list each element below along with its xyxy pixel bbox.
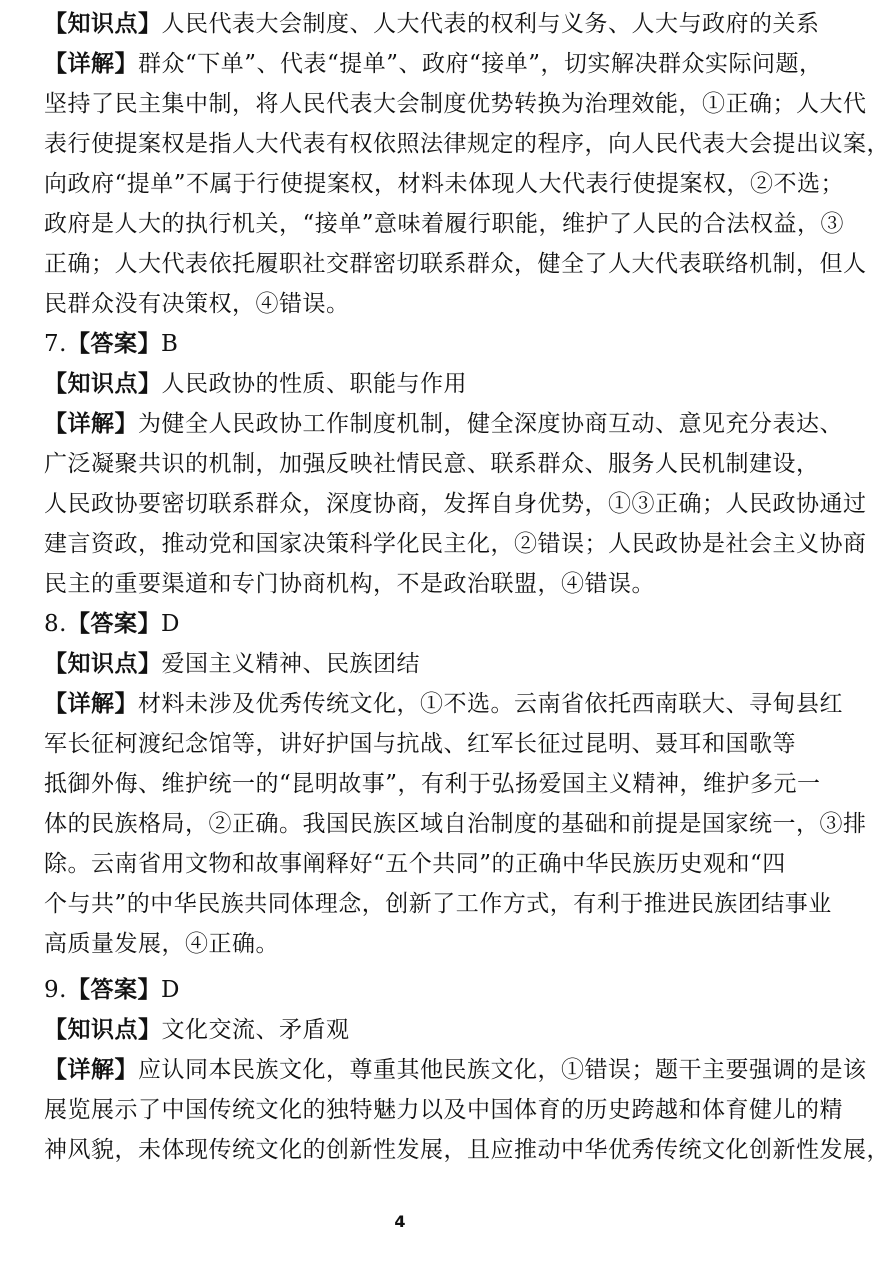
question-number: 9. bbox=[44, 977, 67, 1003]
detail-line: 人民政协要密切联系群众，深度协商，发挥自身优势，①③正确；人民政协通过 bbox=[44, 491, 867, 517]
detail-line bbox=[44, 1050, 867, 1090]
knowledge-label: 【知识点】 bbox=[44, 10, 162, 37]
detail-line bbox=[44, 684, 843, 724]
answer-line bbox=[44, 970, 780, 1010]
detail-text: 群众“下单”、代表“提单”、政府“接单”，切实解决群众实际问题， bbox=[138, 51, 823, 77]
question-number: 7. bbox=[44, 331, 67, 357]
detail-line: 正确；人大代表依托履职社交群密切联系群众，健全了人大代表联络机制，但人 bbox=[44, 251, 867, 277]
answer-value: B bbox=[160, 331, 179, 357]
detail-line: 个与共”的中华民族共同体理念，创新了工作方式，有利于推进民族团结事业 bbox=[44, 891, 832, 917]
detail-line: 表行使提案权是指人大代表有权依照法律规定的程序，向人民代表大会提出议案， bbox=[44, 131, 890, 157]
answer-block-9 bbox=[44, 970, 890, 1170]
detail-line: 政府是人大的执行机关，“接单”意味着履行职能，维护了人民的合法权益，③ bbox=[44, 211, 845, 237]
detail-line: 向政府“提单”不属于行使提案权，材料未体现人大代表行使提案权，②不选； bbox=[44, 171, 845, 197]
answer-block-8 bbox=[44, 604, 867, 964]
detail-label: 【详解】 bbox=[44, 410, 138, 437]
knowledge-label: 【知识点】 bbox=[44, 1016, 162, 1043]
answer-value: D bbox=[160, 977, 180, 1003]
detail-line: 神风貌，未体现传统文化的创新性发展，且应推动中华优秀传统文化创新性发展， bbox=[44, 1137, 890, 1163]
detail-text: 应认同本民族文化，尊重其他民族文化，①错误；题干主要强调的是该 bbox=[138, 1057, 867, 1083]
answer-block-6 bbox=[44, 4, 890, 324]
question-number: 8. bbox=[44, 611, 67, 637]
detail-text: 材料未涉及优秀传统文化，①不选。云南省依托西南联大、寻甸县红 bbox=[138, 691, 843, 717]
knowledge-line bbox=[44, 364, 780, 404]
answer-value: D bbox=[160, 611, 180, 637]
detail-line: 军长征柯渡纪念馆等，讲好护国与抗战、红军长征过昆明、聂耳和国歌等 bbox=[44, 731, 796, 757]
knowledge-text: 人民代表大会制度、人大代表的权利与义务、人大与政府的关系 bbox=[161, 11, 820, 37]
detail-label: 【详解】 bbox=[44, 1056, 138, 1083]
knowledge-line bbox=[44, 644, 780, 684]
knowledge-label: 【知识点】 bbox=[44, 370, 162, 397]
answer-label: 【答案】 bbox=[66, 330, 161, 357]
detail-line: 民主的重要渠道和专门协商机构，不是政治联盟，④错误。 bbox=[44, 571, 655, 597]
answer-block-7 bbox=[44, 324, 867, 604]
detail-line bbox=[44, 404, 843, 444]
detail-line: 民群众没有决策权，④错误。 bbox=[44, 291, 350, 317]
answer-line bbox=[44, 324, 780, 364]
detail-line bbox=[44, 44, 823, 84]
page-number: 4 bbox=[394, 1212, 406, 1231]
document-page bbox=[44, 4, 890, 1170]
detail-line: 体的民族格局，②正确。我国民族区域自治制度的基础和前提是国家统一，③排 bbox=[44, 811, 867, 837]
knowledge-line bbox=[44, 1010, 780, 1050]
answer-line bbox=[44, 604, 780, 644]
detail-text: 为健全人民政协工作制度机制，健全深度协商互动、意见充分表达、 bbox=[138, 411, 843, 437]
detail-line: 高质量发展，④正确。 bbox=[44, 931, 279, 957]
detail-line: 建言资政，推动党和国家决策科学化民主化，②错误；人民政协是社会主义协商 bbox=[44, 531, 867, 557]
detail-line: 除。云南省用文物和故事阐释好“五个共同”的正确中华民族历史观和“四 bbox=[44, 851, 786, 877]
knowledge-text: 文化交流、矛盾观 bbox=[161, 1017, 350, 1043]
knowledge-line bbox=[44, 4, 820, 44]
detail-line: 抵御外侮、维护统一的“昆明故事”，有利于弘扬爱国主义精神，维护多元一 bbox=[44, 771, 821, 797]
detail-label: 【详解】 bbox=[44, 50, 138, 77]
detail-line: 广泛凝聚共识的机制，加强反映社情民意、联系群众、服务人民机制建设， bbox=[44, 451, 820, 477]
detail-label: 【详解】 bbox=[44, 690, 138, 717]
knowledge-text: 爱国主义精神、民族团结 bbox=[161, 651, 420, 677]
knowledge-text: 人民政协的性质、职能与作用 bbox=[161, 371, 467, 397]
answer-label: 【答案】 bbox=[66, 610, 161, 637]
knowledge-label: 【知识点】 bbox=[44, 650, 162, 677]
answer-label: 【答案】 bbox=[66, 976, 161, 1003]
detail-line: 坚持了民主集中制，将人民代表大会制度优势转换为治理效能，①正确；人大代 bbox=[44, 91, 867, 117]
detail-line: 展览展示了中国传统文化的独特魅力以及中国体育的历史跨越和体育健儿的精 bbox=[44, 1097, 843, 1123]
